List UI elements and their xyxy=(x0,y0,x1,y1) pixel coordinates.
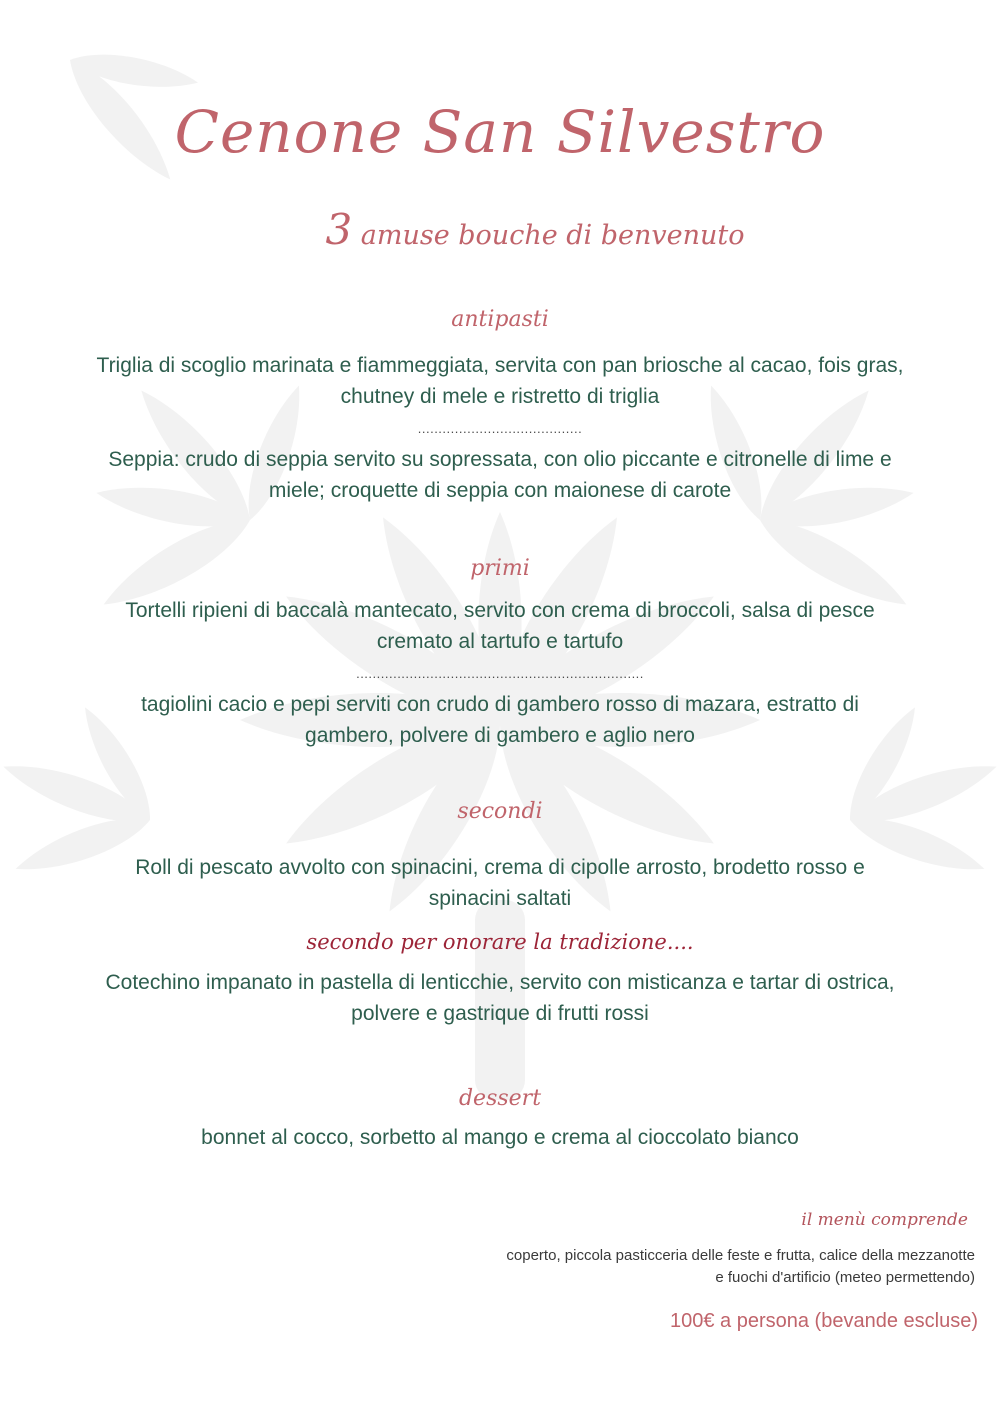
dish-antipasti-1: Triglia di scoglio marinata e fiammeggiata, servita con pan briosche al cacao, fois gras, chutney di mele e ristretto di triglia xyxy=(96,354,904,408)
separator-primi: ...................................................................... xyxy=(356,666,644,681)
dish-secondi-1: Roll di pescato avvolto con spinacini, crema di cipolle arrosto, brodetto rosso e spinacini saltati xyxy=(135,856,865,910)
dish-primi-1: Tortelli ripieni di baccalà mantecato, servito con crema di broccoli, salsa di pesce cremato al tartufo e tartufo xyxy=(125,599,875,653)
section-title-antipasti: antipasti xyxy=(451,307,549,332)
amuse-bouche-text: amuse bouche di benvenuto xyxy=(360,220,745,251)
includes-title: il menù comprende xyxy=(801,1210,968,1230)
dish-primi-2: tagiolini cacio e pepi serviti con crudo di gambero rosso di mazara, estratto di gambero, polvere di gambero e aglio nero xyxy=(141,693,859,747)
separator-antipasti: ........................................ xyxy=(417,421,583,436)
section-title-secondi: secondi xyxy=(457,799,543,824)
amuse-bouche-line xyxy=(0,205,1000,254)
section-title-primi: primi xyxy=(470,556,530,581)
price-label: 100€ a persona (bevande escluse) xyxy=(670,1310,978,1332)
amuse-bouche-number: 3 xyxy=(325,205,353,254)
section-title-dessert: dessert xyxy=(458,1086,542,1111)
dish-dessert-1: bonnet al cocco, sorbetto al mango e crema al cioccolato bianco xyxy=(201,1126,799,1149)
menu-title: Cenone San Silvestro xyxy=(174,98,826,166)
dish-secondi-2: Cotechino impanato in pastella di lenticchie, servito con misticanza e tartar di ostrica, polvere e gastrique di frutti rossi xyxy=(105,971,895,1025)
tradition-label: secondo per onorare la tradizione.... xyxy=(306,930,694,954)
includes-text: coperto, piccola pasticceria delle feste e frutta, calice della mezzanotte e fuochi d'artificio (meteo permettendo) xyxy=(506,1247,975,1286)
dish-antipasti-2: Seppia: crudo di seppia servito su sopressata, con olio piccante e citronelle di lime e miele; croquette di seppia con maionese di carote xyxy=(108,448,892,502)
